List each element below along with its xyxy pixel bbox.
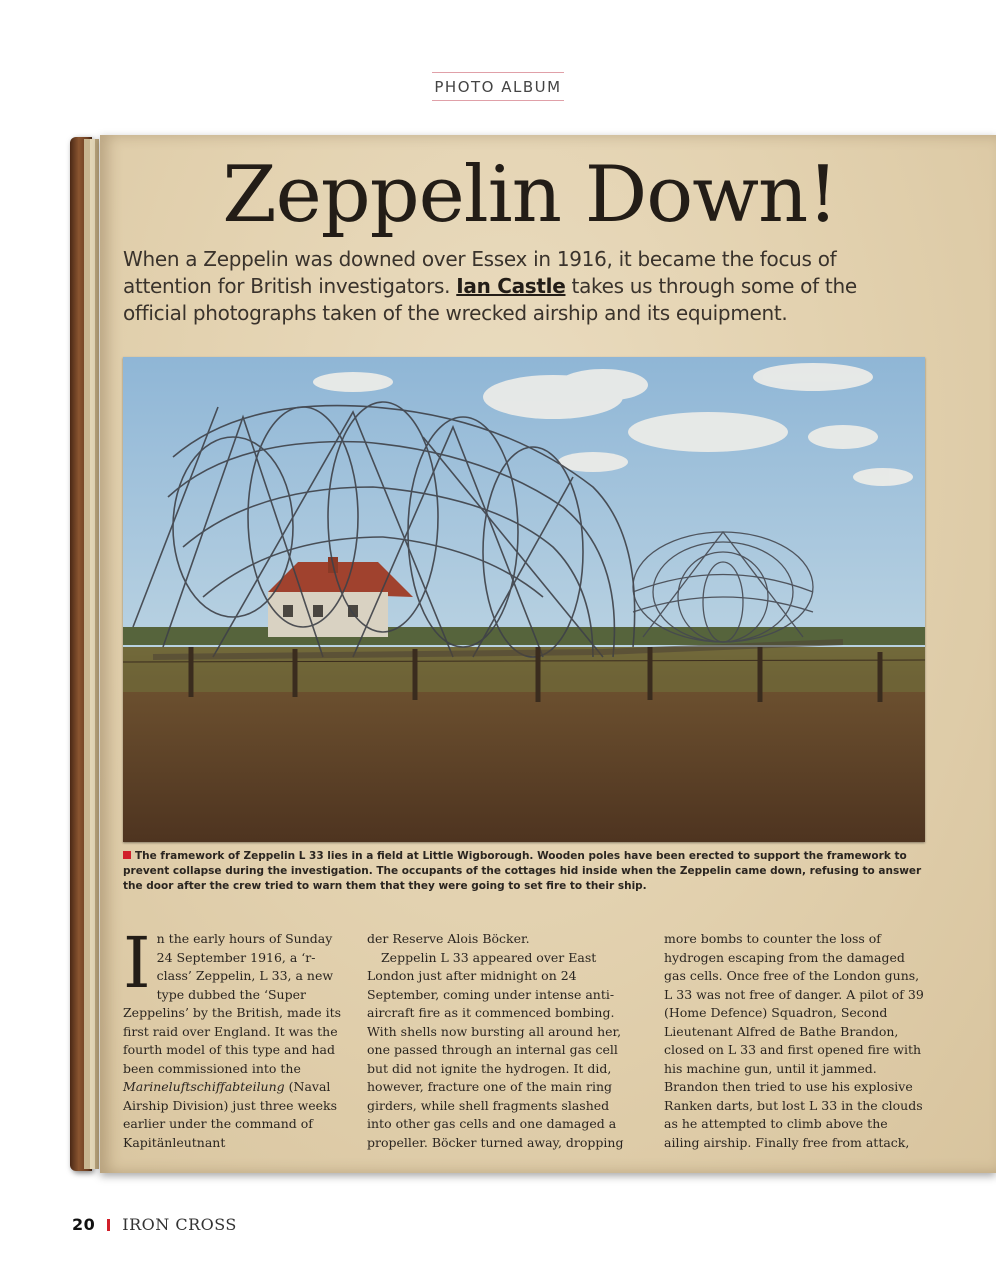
article-title: Zeppelin Down! [222,150,838,240]
caption-marker [123,851,131,859]
body-text: n the early hours of Sunday 24 September 1916, a ‘r-class’ Zeppelin, L 33, a new type dubbed the ‘Super Zeppelins’ by the British, made its first raid over England. It was the fourth model of this type and had been commissioned into the [123,931,342,1076]
body-paragraph: more bombs to counter the loss of hydrogen escaping from the damaged gas cells. Once free of the London guns, L 33 was not free of danger. A pilot of 39 (Home Defence) Squadron, Second Lieutenant Alfred de Bathe Brandon, closed on L 33 and first opened fire with his machine gun, until it jammed. Brandon then tried to use his explosive Ranken darts, but lost L 33 in the clouds as he attempted to climb above the ailing airship. Finally free from attack, [664,931,924,1150]
body-paragraph: der Reserve Alois Böcker. [367,931,530,946]
magazine-name: IRON CROSS [122,1215,237,1234]
standfirst-rest: takes us through some of the official photographs taken of the wrecked airship and its equipment. [123,274,857,325]
body-italic-term: Marineluftschiffabteilung [123,1079,285,1094]
photo-illustration [123,357,925,842]
body-column-1 [123,922,343,1152]
body-paragraph [123,922,343,1152]
author-name: Ian Castle [456,274,566,298]
body-column-2 [367,930,629,1152]
zeppelin-wreck-photo [123,357,925,842]
section-label-text: PHOTO ALBUM [432,72,563,101]
page-edge [95,139,99,1169]
footer-divider [107,1219,110,1231]
body-column-3 [664,930,926,1152]
standfirst-intro: When a Zeppelin was downed over Essex in 1916, it became the focus of attention for British investigators. [123,247,837,298]
page-number: 20 [72,1215,96,1234]
drop-cap: I [123,922,151,1004]
section-label [0,72,996,101]
page-footer [72,1215,237,1234]
caption-text: The framework of Zeppelin L 33 lies in a field at Little Wigborough. Wooden poles have been erected to support the framework to prevent collapse during the investigation. The occupants of the cottages hid inside when the Zeppelin came down, refusing to answer the door after the crew tried to warn them that they were going to set fire to their ship. [123,850,922,892]
body-paragraph: Zeppelin L 33 appeared over East London just after midnight on 24 September, coming under intense anti-aircraft fire as it commenced bombing. With shells now bursting all around her, one passed through an internal gas cell but did not ignite the hydrogen. It did, however, fracture one of the main ring girders, while shell fragments slashed into other gas cells and one damaged a propeller. Böcker turned away, dropping [367,949,624,1150]
body-text: (Naval Airship Division) just three weeks earlier under the command of Kapitänleutnant [123,1079,337,1150]
photo-caption [123,849,929,894]
standfirst [123,246,923,327]
